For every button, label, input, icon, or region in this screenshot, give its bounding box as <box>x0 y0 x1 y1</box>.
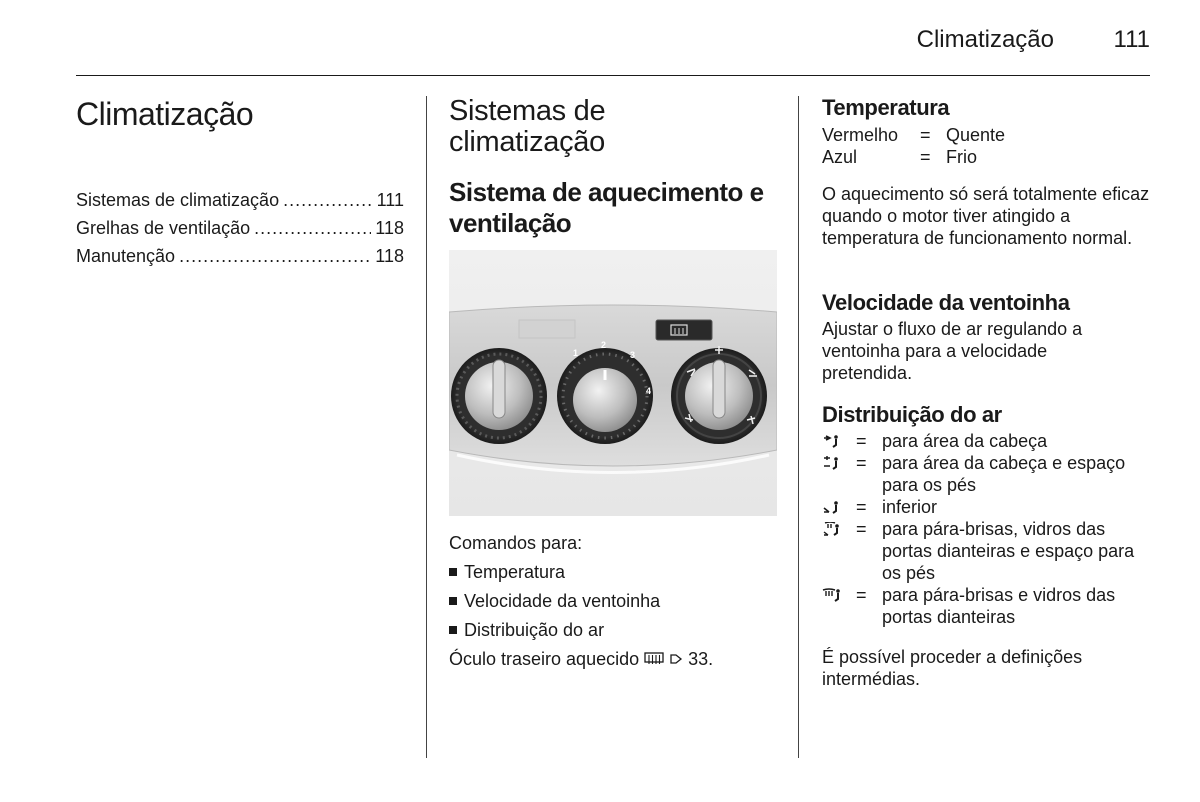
list-item <box>449 558 784 587</box>
chapter-title: Climatização <box>76 96 254 132</box>
list-item-label: Temperatura <box>464 562 566 582</box>
toc-leader-dots <box>254 214 371 242</box>
legend-row <box>822 146 1157 168</box>
fan-speed-mark-2: 2 <box>601 340 607 350</box>
intermediate-settings-note: É possível proceder a definições intermédias. <box>822 647 1083 689</box>
legend-equals: = <box>920 125 931 145</box>
distribution-row <box>822 430 1157 452</box>
toc-entry[interactable] <box>76 214 404 242</box>
toc-entry[interactable] <box>76 242 404 270</box>
toc-entry[interactable] <box>76 186 404 214</box>
list-item-label: Velocidade da ventoinha <box>464 591 661 611</box>
fan-speed-text: Ajustar o fluxo de ar regulando a ventoinha para a velocidade pretendida. <box>822 319 1083 383</box>
distribution-row <box>822 452 1157 496</box>
header-divider <box>76 75 1150 76</box>
legend-row <box>822 124 1157 146</box>
temperature-legend <box>822 124 1157 168</box>
row-equals: = <box>856 585 867 605</box>
heater-control-panel-figure <box>449 250 777 516</box>
fan-speed-mark-4: 4 <box>646 386 652 396</box>
toc-entry-label: Sistemas de climatização <box>76 190 280 210</box>
windscreen-vent-icon <box>822 584 856 606</box>
legend-value: Quente <box>946 125 1006 145</box>
control-panel-illustration <box>449 250 777 516</box>
fan-speed-mark-3: 3 <box>630 350 636 360</box>
page-number: 111 <box>1113 26 1150 53</box>
windscreen-foot-vent-icon <box>822 518 856 540</box>
foot-vent-icon <box>822 496 856 518</box>
toc-entry-page: 118 <box>375 218 404 238</box>
air-distribution-list <box>822 430 1157 628</box>
bullet-square-icon <box>449 626 457 634</box>
temperature-heading: Temperatura <box>822 95 950 120</box>
rear-window-defrost-icon <box>644 652 664 666</box>
controls-intro: Comandos para: <box>449 533 583 553</box>
list-item-label: Distribuição do ar <box>464 620 605 640</box>
row-equals: = <box>856 453 867 473</box>
air-distribution-heading: Distribuição do ar <box>822 402 1002 427</box>
toc-entry-label: Manutenção <box>76 246 176 266</box>
distribution-row <box>822 496 1157 518</box>
toc-leader-dots <box>179 242 371 270</box>
column-divider-left <box>426 96 427 758</box>
head-vent-icon <box>822 430 856 452</box>
bullet-square-icon <box>449 568 457 576</box>
subsection-title: Sistema de aquecimento e ventilação <box>449 177 764 238</box>
fan-speed-mark-1: 1 <box>573 348 579 358</box>
legend-key: Azul <box>822 147 858 167</box>
head-foot-vent-icon <box>822 452 856 474</box>
column-divider-right <box>798 96 799 758</box>
distribution-text: para área da cabeça <box>882 431 1048 451</box>
rear-window-text: Óculo traseiro aquecido <box>449 649 640 669</box>
list-item <box>449 616 784 645</box>
distribution-text: para pára-brisas, vidros das portas dianteiras e espaço para os pés <box>882 519 1135 583</box>
legend-value: Frio <box>946 147 977 167</box>
distribution-text: para pára-brisas e vidros das portas dianteiras <box>882 585 1116 627</box>
rear-window-reference <box>449 648 784 670</box>
distribution-text: para área da cabeça e espaço para os pés <box>882 453 1126 495</box>
heating-note: O aquecimento só será totalmente eficaz quando o motor tiver atingido a temperatura de funcionamento normal. <box>822 184 1150 248</box>
legend-key: Vermelho <box>822 125 899 145</box>
section-title: Sistemas de climatização <box>449 95 606 158</box>
toc-entry-label: Grelhas de ventilação <box>76 218 251 238</box>
distribution-row <box>822 584 1157 628</box>
row-equals: = <box>856 519 867 539</box>
distribution-text: inferior <box>882 497 938 517</box>
running-header-title: Climatização <box>916 26 1054 53</box>
row-equals: = <box>856 497 867 517</box>
table-of-contents <box>76 186 404 270</box>
row-equals: = <box>856 431 867 451</box>
page-reference-link[interactable]: 33. <box>688 649 714 669</box>
page-reference-arrow-icon <box>669 652 683 666</box>
distribution-row <box>822 518 1157 584</box>
toc-entry-page: 111 <box>376 190 404 210</box>
toc-entry-page: 118 <box>375 246 404 266</box>
bullet-square-icon <box>449 597 457 605</box>
legend-equals: = <box>920 147 931 167</box>
toc-leader-dots <box>283 186 373 214</box>
fan-speed-heading: Velocidade da ventoinha <box>822 290 1070 315</box>
list-item <box>449 587 784 616</box>
controls-list <box>449 558 784 645</box>
